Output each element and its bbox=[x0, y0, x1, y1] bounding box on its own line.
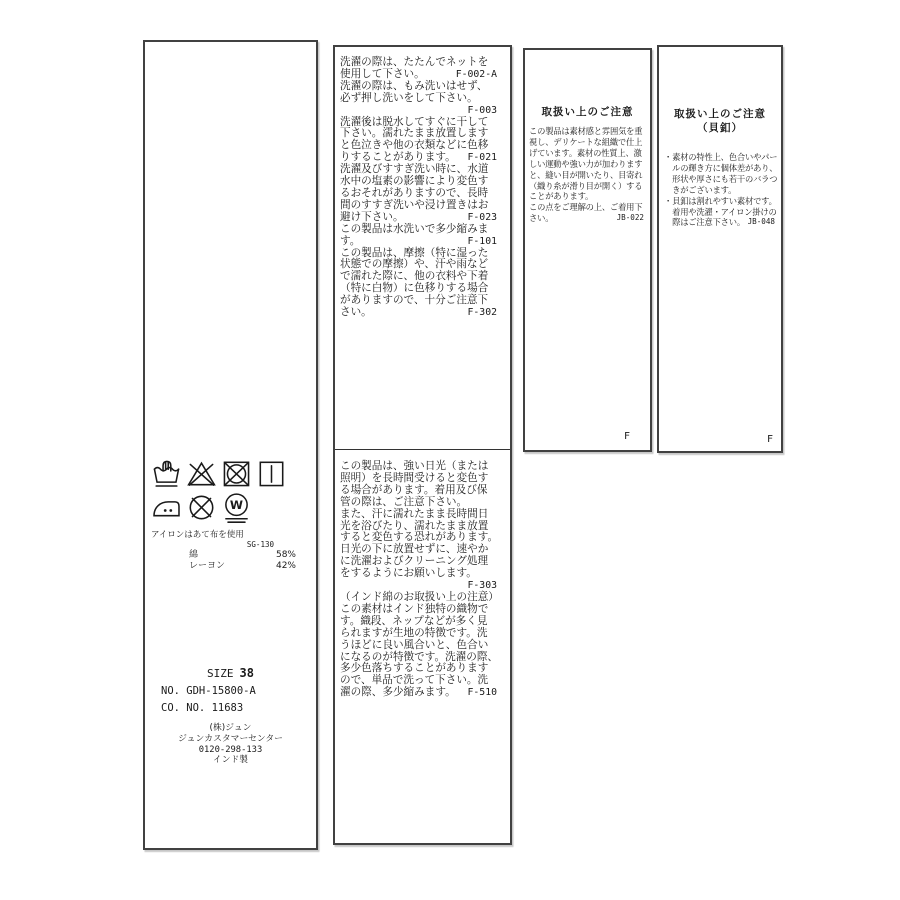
wash-instructions-text bbox=[340, 57, 505, 319]
text-line: 形状や厚さにも若干のバラつ bbox=[664, 173, 778, 184]
text-line: 多少色落ちすることがあります bbox=[340, 662, 489, 675]
do-not-dry-clean-icon bbox=[186, 492, 217, 523]
line-dry-icon bbox=[256, 458, 287, 489]
footer-mark: F bbox=[623, 431, 630, 442]
text-line: られますが生地の特徴です。洗 bbox=[340, 626, 488, 639]
care-code: JB-048 bbox=[747, 217, 775, 227]
text-line: この製品は、強い日光（または bbox=[340, 460, 489, 472]
text-line: に洗濯およびクリーニング処理 bbox=[340, 555, 489, 568]
text-line: ・素材の特性上、色合いやパー bbox=[664, 152, 778, 162]
text-line: るおそれがありますので、長時 bbox=[340, 186, 489, 199]
label-code: SG-130 bbox=[246, 540, 274, 549]
text-line: 必ず押し洗いをして下さい。 bbox=[340, 91, 478, 104]
svg-text:W: W bbox=[229, 498, 244, 512]
size-label: SIZE bbox=[207, 667, 234, 680]
text-line: 日光の下に放置せずに、速やか bbox=[340, 543, 489, 556]
text-line: 状態での摩擦）や、汗や雨など bbox=[340, 258, 489, 271]
size-value: 38 bbox=[239, 666, 254, 680]
text-line: （インド綿のお取扱い上の注意） bbox=[340, 590, 499, 603]
do-not-tumble-dry-icon bbox=[221, 458, 252, 489]
handling-notice-text bbox=[529, 126, 646, 224]
text-line: （特に白物）に色移りする場合 bbox=[340, 282, 489, 295]
text-line: すると変色する恐れがあります。 bbox=[340, 531, 499, 544]
material-percent: 42% bbox=[275, 561, 296, 571]
care-code: F-003 bbox=[467, 104, 497, 116]
text-line: 間のすすぎ洗いや浸け置きはお bbox=[340, 198, 489, 211]
text-line: げています。素材の性質上、激 bbox=[529, 147, 642, 158]
company-name: (株)ジュン bbox=[209, 723, 252, 733]
text-line: うほどに良い風合いと、色合い bbox=[340, 638, 489, 651]
notice-title: 取扱い上のご注意 bbox=[541, 106, 634, 118]
text-line: がありますので、十分ご注意下 bbox=[340, 294, 489, 307]
text-line: をするようにお願いします。 bbox=[340, 567, 477, 580]
care-code: F-101 bbox=[467, 235, 497, 247]
text-line: 洗濯の際は、もみ洗いはせず、 bbox=[340, 79, 488, 92]
shell-button-notice-panel bbox=[657, 45, 783, 453]
text-line: きがございます。 bbox=[664, 184, 737, 195]
notice-title-line2: （貝釦） bbox=[697, 122, 743, 134]
care-code: F-303 bbox=[467, 580, 497, 592]
care-symbols-row-2 bbox=[151, 492, 252, 526]
size-line bbox=[145, 666, 316, 680]
text-line: この製品は素材感と雰囲気を重 bbox=[529, 126, 643, 136]
notice-title-line1: 取扱い上のご注意 bbox=[674, 108, 766, 120]
wet-clean-very-gentle-icon bbox=[221, 492, 252, 526]
material-name: レーヨン bbox=[189, 561, 226, 571]
divider-line bbox=[335, 449, 510, 450]
text-line: ・貝釦は割れやすい素材です。 bbox=[664, 195, 777, 206]
text-line: この製品は水洗いで多少縮みま bbox=[340, 222, 489, 235]
text-line: りすることがあります。 F-021 bbox=[340, 151, 497, 164]
text-line: ルの輝き方に個体差があり、 bbox=[664, 162, 778, 173]
wash-instructions-panel bbox=[333, 45, 512, 845]
care-code: F-510 bbox=[467, 687, 497, 699]
text-line: と色泣きや他の衣類などに色移 bbox=[340, 139, 489, 152]
hand-wash-icon bbox=[151, 458, 182, 489]
composition-label-panel bbox=[143, 40, 318, 850]
text-line: また、汗に濡れたまま長時間日 bbox=[340, 507, 489, 520]
text-line: ことがあります。 bbox=[529, 191, 594, 202]
care-code: F-302 bbox=[467, 307, 497, 319]
text-line: 光を浴びたり、濡れたまま放置 bbox=[340, 519, 489, 532]
iron-note: アイロンはあて布を使用 bbox=[151, 530, 244, 540]
phone-number: 0120-298-133 bbox=[198, 744, 263, 755]
text-line: ので、単品で洗って下さい。洗 bbox=[340, 674, 489, 687]
composition-table bbox=[189, 550, 296, 572]
text-line: この素材はインド独特の織物で bbox=[340, 602, 489, 615]
company-block bbox=[145, 723, 316, 766]
text-line: 洗濯の際は、たたんでネットを bbox=[340, 56, 489, 68]
text-line: 水中の塩素の影響により変色す bbox=[340, 175, 489, 188]
do-not-bleach-icon bbox=[186, 458, 217, 489]
composition-row bbox=[189, 550, 296, 561]
text-line: る場合があります。着用及び保 bbox=[340, 483, 488, 496]
text-line: す。織段、ネップなどが多く見 bbox=[340, 614, 488, 627]
customer-center: ジュンカスタマーセンター bbox=[178, 733, 283, 744]
country-of-origin: インド製 bbox=[212, 755, 249, 766]
footer-mark: F bbox=[766, 434, 773, 445]
co-number: CO. NO. 11683 bbox=[161, 702, 244, 714]
text-line: （織り糸が滑り目が開く）する bbox=[529, 180, 643, 191]
text-line: この製品は、摩擦（特に湿った bbox=[340, 246, 489, 259]
composition-row bbox=[189, 561, 296, 572]
care-symbols-row-1 bbox=[151, 458, 287, 489]
text-line: この点をご理解の上、ご着用下 bbox=[529, 202, 643, 213]
text-line: 避け下さい。 F-023 bbox=[340, 210, 497, 223]
text-line: 洗濯及びすすぎ洗い時に、水道 bbox=[340, 163, 489, 176]
text-line: さい。 JB-022 bbox=[529, 213, 644, 224]
text-line: 濯の際、多少縮みます。 F-510 bbox=[340, 686, 497, 699]
shell-button-notice-text bbox=[664, 152, 777, 228]
item-number: NO. GDH-15800-A bbox=[161, 685, 256, 697]
text-line: 照明）を長時間受けると変色す bbox=[340, 471, 489, 484]
text-line: と、縫い目が開いたり、目寄れ bbox=[529, 169, 643, 180]
notice-title bbox=[659, 107, 781, 135]
care-code: F-021 bbox=[467, 152, 497, 164]
text-line: 着用や洗濯・アイロン掛けの bbox=[664, 206, 777, 217]
text-line: になるのが特徴です。洗濯の際、 bbox=[340, 650, 499, 663]
text-line: 管の際は、ご注意下さい。 bbox=[340, 495, 468, 508]
material-name: 綿 bbox=[189, 550, 199, 560]
text-line: 使用して下さい。 F-002-A bbox=[340, 67, 497, 80]
care-code: JB-022 bbox=[616, 213, 644, 223]
text-line: しい運動や強い力が加わります bbox=[529, 158, 643, 169]
care-code: F-002-A bbox=[455, 68, 497, 80]
text-line: 際はご注意下さい。 JB-048 bbox=[664, 217, 775, 228]
text-line: 洗濯後は脱水してすぐに干して bbox=[340, 115, 489, 128]
iron-medium-icon bbox=[151, 492, 182, 523]
care-code: F-023 bbox=[467, 211, 497, 223]
handling-notice-panel bbox=[523, 48, 652, 452]
text-line bbox=[340, 105, 505, 117]
text-line: さい。 F-302 bbox=[340, 306, 497, 319]
text-line: で濡れた際に、他の衣料や下着 bbox=[340, 270, 489, 283]
text-line: 下さい。濡れたまま放置します bbox=[340, 127, 489, 140]
material-percent: 58% bbox=[275, 550, 296, 560]
sunlight-and-cotton-notice-text bbox=[340, 461, 505, 699]
text-line: す。 F-101 bbox=[340, 234, 497, 247]
text-line: 視し、デリケートな組織で仕上 bbox=[529, 136, 643, 147]
